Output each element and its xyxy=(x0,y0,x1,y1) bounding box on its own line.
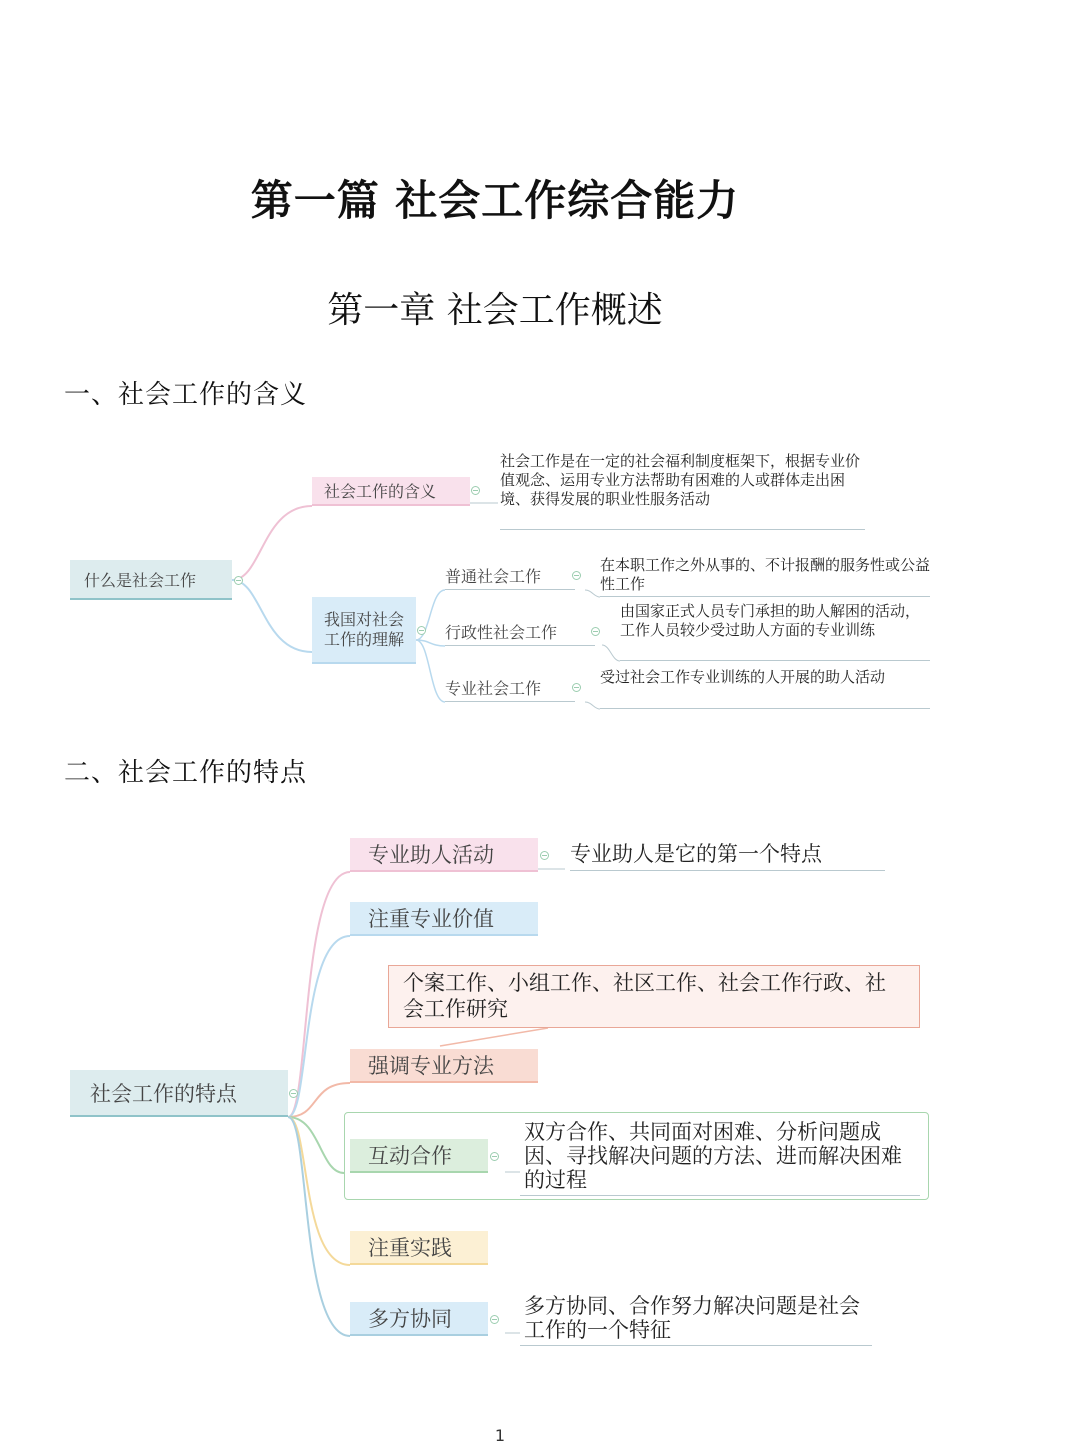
node-meaning[interactable] xyxy=(312,477,470,506)
root-node-features[interactable] xyxy=(70,1070,288,1117)
collapse-icon[interactable] xyxy=(490,1152,499,1161)
root-node-label: 什么是社会工作 xyxy=(84,570,197,590)
collapse-icon[interactable] xyxy=(540,851,549,860)
feature-desc-professional-help: 专业助人是它的第一个特点 xyxy=(570,841,885,871)
collapse-icon[interactable] xyxy=(591,627,600,636)
type-desc-administrative: 由国家正式人员专门承担的助人解困的活动，工作人员较少受过助人方面的专业训练 xyxy=(620,602,930,661)
collapse-icon[interactable] xyxy=(289,1089,298,1098)
feature-desc-interaction: 双方合作、共同面对困难、分析问题成因、寻找解决问题的方法、进而解决困难的过程 xyxy=(520,1120,920,1196)
type-label: 行政性社会工作 xyxy=(445,623,558,642)
feature-practice[interactable] xyxy=(350,1231,488,1265)
section-heading-meaning: 一、社会工作的含义 xyxy=(64,380,308,410)
type-desc-professional: 受过社会工作专业训练的人开展的助人活动 xyxy=(600,668,930,709)
node-type-general[interactable] xyxy=(445,562,575,590)
type-label: 普通社会工作 xyxy=(445,567,542,586)
node-type-professional[interactable] xyxy=(445,674,575,702)
feature-professional-help[interactable] xyxy=(350,838,538,872)
type-desc-general: 在本职工作之外从事的、不计报酬的服务性或公益性工作 xyxy=(600,556,930,597)
feature-label: 专业助人活动 xyxy=(368,843,494,867)
collapse-icon[interactable] xyxy=(471,486,480,495)
feature-label: 强调专业方法 xyxy=(368,1054,494,1078)
feature-label: 注重实践 xyxy=(368,1236,452,1260)
chapter-title: 第一章 社会工作概述 xyxy=(327,290,663,331)
collapse-icon[interactable] xyxy=(572,571,581,580)
root-node-label: 社会工作的特点 xyxy=(90,1081,237,1106)
node-type-administrative[interactable] xyxy=(445,618,595,646)
feature-desc-methods: 个案工作、小组工作、社区工作、社会工作行政、社会工作研究 xyxy=(388,965,920,1028)
feature-label: 互动合作 xyxy=(368,1144,452,1168)
feature-professional-values[interactable] xyxy=(350,902,538,936)
page-number: 1 xyxy=(494,1426,506,1445)
feature-interaction[interactable] xyxy=(350,1139,488,1173)
node-meaning-label: 社会工作的含义 xyxy=(324,482,437,501)
meaning-definition: 社会工作是在一定的社会福利制度框架下，根据专业价值观念、运用专业方法帮助有困难的人或群体走出困境、获得发展的职业性服务活动 xyxy=(500,452,865,530)
book-title: 第一篇 社会工作综合能力 xyxy=(250,176,740,225)
feature-methods[interactable] xyxy=(350,1049,538,1083)
node-understanding[interactable] xyxy=(312,597,416,664)
collapse-icon[interactable] xyxy=(572,683,581,692)
feature-label: 多方协同 xyxy=(368,1307,452,1331)
collapse-icon[interactable] xyxy=(417,626,426,635)
feature-collaboration[interactable] xyxy=(350,1302,488,1336)
feature-desc-collaboration: 多方协同、合作努力解决问题是社会工作的一个特征 xyxy=(520,1294,872,1346)
type-label: 专业社会工作 xyxy=(445,679,542,698)
feature-label: 注重专业价值 xyxy=(368,907,494,931)
section-heading-features: 二、社会工作的特点 xyxy=(64,758,308,788)
root-node-what-is-social-work[interactable] xyxy=(70,560,232,600)
collapse-icon[interactable] xyxy=(490,1315,499,1324)
collapse-icon[interactable] xyxy=(234,576,243,585)
node-understanding-label: 我国对社会工作的理解 xyxy=(324,610,405,649)
